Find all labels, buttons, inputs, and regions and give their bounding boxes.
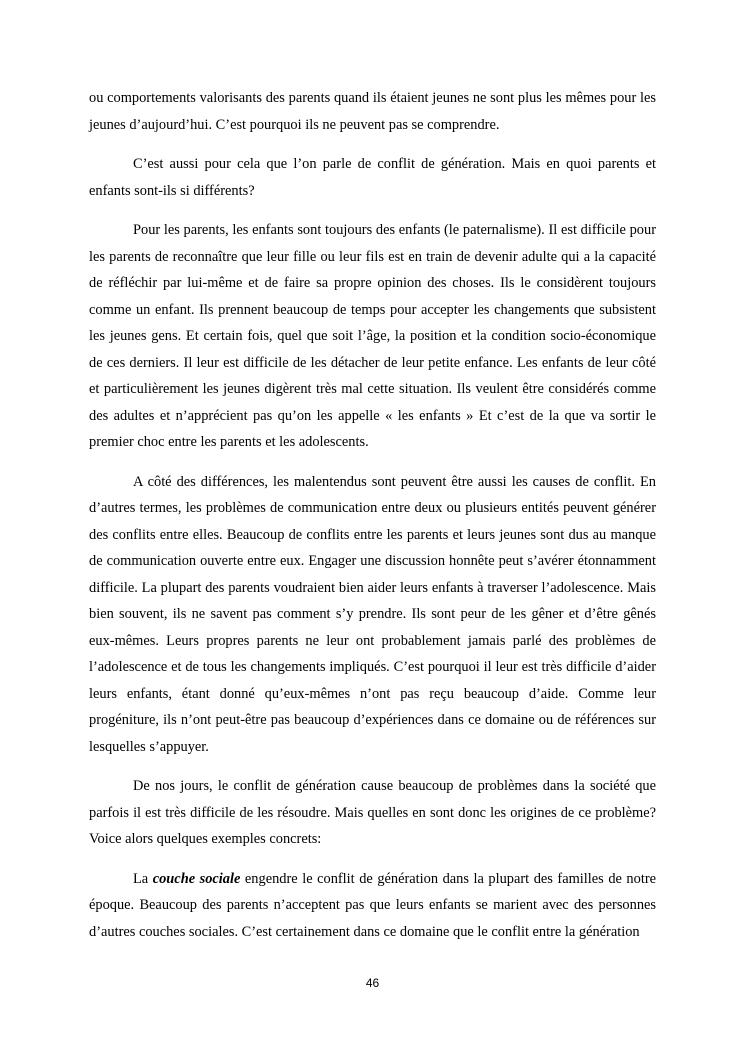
paragraph-2: C’est aussi pour cela que l’on parle de conflit de génération. Mais en quoi parents et enfants sont-ils si différents? xyxy=(89,156,656,199)
paragraph-5: De nos jours, le conflit de génération cause beaucoup de problèmes dans la société que parfois il est très difficile de les résoudre. Mais quelles en sont donc les origines de ce problème? Voice alors quelques exemples concrets: xyxy=(89,778,656,847)
paragraph-6-lead: La xyxy=(133,870,153,887)
page-number: 46 xyxy=(365,976,380,990)
paragraph-6-rest: engendre le conflit de génération dans la plupart des familles de notre époque. Beaucoup des parents n’acceptent pas que leurs enfants se marient avec des personnes d’autres couches sociales. C’est certainement dans ce domaine que le conflit entre la génération xyxy=(89,870,656,940)
paragraph-3: Pour les parents, les enfants sont toujours des enfants (le paternalisme). Il est difficile pour les parents de reconnaître que leur fille ou leur fils est en train de devenir adulte qui a la capacité de réfléchir par lui-même et de faire sa propre opinion des choses. Ils le considèrent toujours comme un enfant. Ils prennent beaucoup de temps pour accepter les changements que subsistent les jeunes gens. Et certain fois, quel que soit l’âge, la position et la condition socio-économique de ces derniers. Il leur est difficile de les détacher de leur petite enfance. Les enfants de leur côté et particulièrement les jeunes digèrent très mal cette situation. Ils veulent être considérés comme des adultes et n’apprécient pas qu’on les appelle « les enfants » Et c’est de la que va sortir le premier choc entre les parents et les adolescents. xyxy=(89,222,656,450)
paragraph-1: ou comportements valorisants des parents quand ils étaient jeunes ne sont plus les mêmes pour les jeunes d’aujourd’hui. C’est pourquoi ils ne peuvent pas se comprendre. xyxy=(89,90,656,133)
paragraph-4: A côté des différences, les malentendus sont peuvent être aussi les causes de conflit. En d’autres termes, les problèmes de communication entre deux ou plusieurs entités peuvent générer des conflits entre elles. Beaucoup de conflits entre les parents et leurs jeunes sont dus au manque de communication ouverte entre eux. Engager une discussion honnête peut s’avérer étonnamment difficile. La plupart des parents voudraient bien aider leurs enfants à traverser l’adolescence. Mais bien souvent, ils ne savent pas comment s’y prendre. Ils sont peur de les gêner et d’être gênés eux-mêmes. Leurs propres parents ne leur ont probablement jamais parlé des problèmes de l’adolescence et de tous les changements impliqués. C’est pourquoi il leur est très difficile d’aider leurs enfants, étant donné qu’eux-mêmes n’ont pas reçu beaucoup d’aide. Comme leur progéniture, ils n’ont peut-être pas beaucoup d’expériences dans ce domaine ou de références sur lesquelles s’appuyer. xyxy=(89,473,656,755)
paragraph-6 xyxy=(89,866,656,946)
emphasized-term: couche sociale xyxy=(152,870,241,887)
body-text xyxy=(89,85,656,958)
